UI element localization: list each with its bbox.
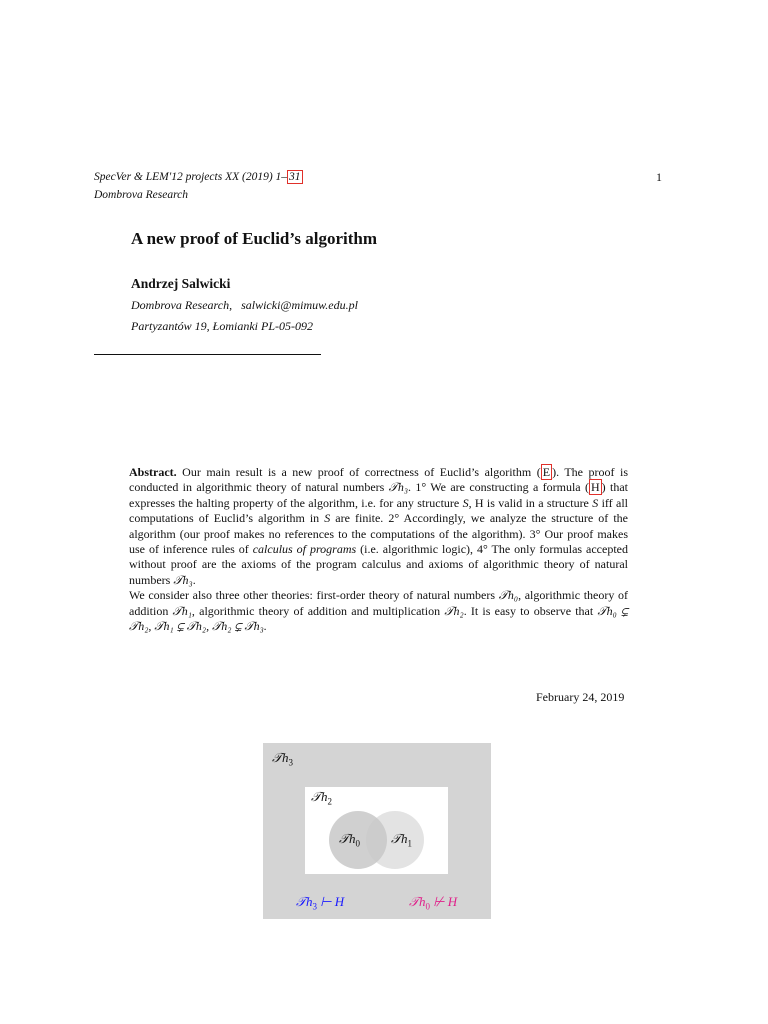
author-address: Partyzantów 19, Łomianki PL-05-092	[131, 319, 313, 333]
abstract-text: , algorithmic theory of addition and multiplication	[191, 603, 445, 618]
math-th3: 𝒯h₃	[388, 480, 409, 495]
abstract-paragraph-2	[129, 588, 628, 634]
abstract-label: Abstract.	[129, 465, 177, 479]
author-affiliation	[131, 298, 358, 313]
journal-header	[94, 170, 303, 184]
abstract	[129, 465, 628, 634]
ref-e-link[interactable]: E	[542, 465, 551, 479]
affiliation-org: Dombrova Research,	[131, 298, 233, 312]
th0-label	[339, 831, 360, 849]
author-name: Andrzej Salwicki	[131, 276, 231, 291]
math-th1: 𝒯h₁	[172, 603, 192, 618]
pages-link[interactable]: 31	[289, 171, 301, 183]
ref-h-link[interactable]: H	[590, 480, 600, 495]
label-text: 𝒯h	[272, 750, 289, 765]
abstract-text: We consider also three other theories: first-order theory of natural numbers	[129, 588, 499, 603]
page-number: 1	[656, 170, 662, 184]
label-sub: 2	[327, 796, 332, 807]
abstract-paragraph-1	[129, 465, 628, 588]
label-sub: 3	[288, 757, 293, 768]
label-rest: ⊢ H	[316, 894, 345, 909]
math-inclusions: 𝒯h₀ ⊊ 𝒯h₂, 𝒯h₁ ⊊ 𝒯h₂, 𝒯h₂ ⊊ 𝒯h₃.	[129, 603, 629, 634]
abstract-text: , H is valid in a structure	[468, 495, 593, 510]
outer-label	[272, 750, 293, 768]
th1-label	[391, 831, 412, 849]
notproves-formula	[409, 894, 457, 912]
label-text: 𝒯h	[296, 894, 313, 909]
math-s: S	[324, 511, 331, 526]
label-text: 𝒯h	[339, 831, 356, 846]
abstract-text: are finite. 2° Accordingly, we analyze the structure of the algorithm (our proof makes no references to the computations of the algorithm). 3° Our proof makes use of inference rules of	[129, 511, 628, 557]
footnote-rule	[94, 354, 321, 355]
theory-diagram	[263, 743, 491, 919]
math-th0: 𝒯h₀	[498, 588, 519, 603]
paper-date: February 24, 2019	[536, 690, 625, 704]
paper-title: A new proof of Euclid’s algorithm	[131, 229, 378, 248]
author-email[interactable]: salwicki@mimuw.edu.pl	[241, 298, 358, 312]
math-s: S	[592, 495, 599, 510]
label-sub: 0	[425, 901, 430, 912]
label-sub: 0	[355, 838, 360, 849]
abstract-text: (i.e. algorithmic logic), 4° The only formulas accepted without proof are the axioms of the program calculus and axioms of algorithmic theory of natural numbers	[129, 542, 628, 587]
abstract-text: ). The proof is conducted in algorithmic theory of natural numbers	[129, 465, 629, 495]
inner-label	[311, 789, 332, 807]
abstract-text: . 1° We are constructing a formula (	[408, 480, 589, 495]
label-sub: 1	[407, 838, 412, 849]
label-text: 𝒯h	[311, 789, 328, 804]
label-text: 𝒯h	[391, 831, 408, 846]
th2-box	[305, 787, 448, 874]
abstract-text: .	[192, 572, 196, 587]
label-sub: 3	[312, 901, 317, 912]
abstract-text: Our main result is a new proof of correctness of Euclid’s algorithm (	[182, 465, 541, 479]
journal-citation: SpecVer & LEM'12 projects XX (2019) 1–	[94, 171, 288, 183]
label-text: 𝒯h	[409, 894, 426, 909]
organization-header: Dombrova Research	[94, 189, 188, 201]
math-th3: 𝒯h₃	[173, 572, 193, 587]
abstract-text: . It is easy to observe that	[463, 603, 598, 618]
calculus-term: calculus of programs	[252, 542, 357, 557]
proves-formula	[296, 894, 344, 912]
math-s: S	[462, 495, 469, 510]
abstract-text: , algorithmic theory of addition	[129, 588, 628, 618]
abstract-text: iff all computations of Euclid’s algorithm in	[129, 495, 629, 526]
abstract-text: ) that expresses the halting property of the algorithm, i.e. for any structure	[129, 480, 628, 510]
label-rest: ⊬ H	[429, 894, 458, 909]
math-th2: 𝒯h₂	[444, 603, 464, 618]
